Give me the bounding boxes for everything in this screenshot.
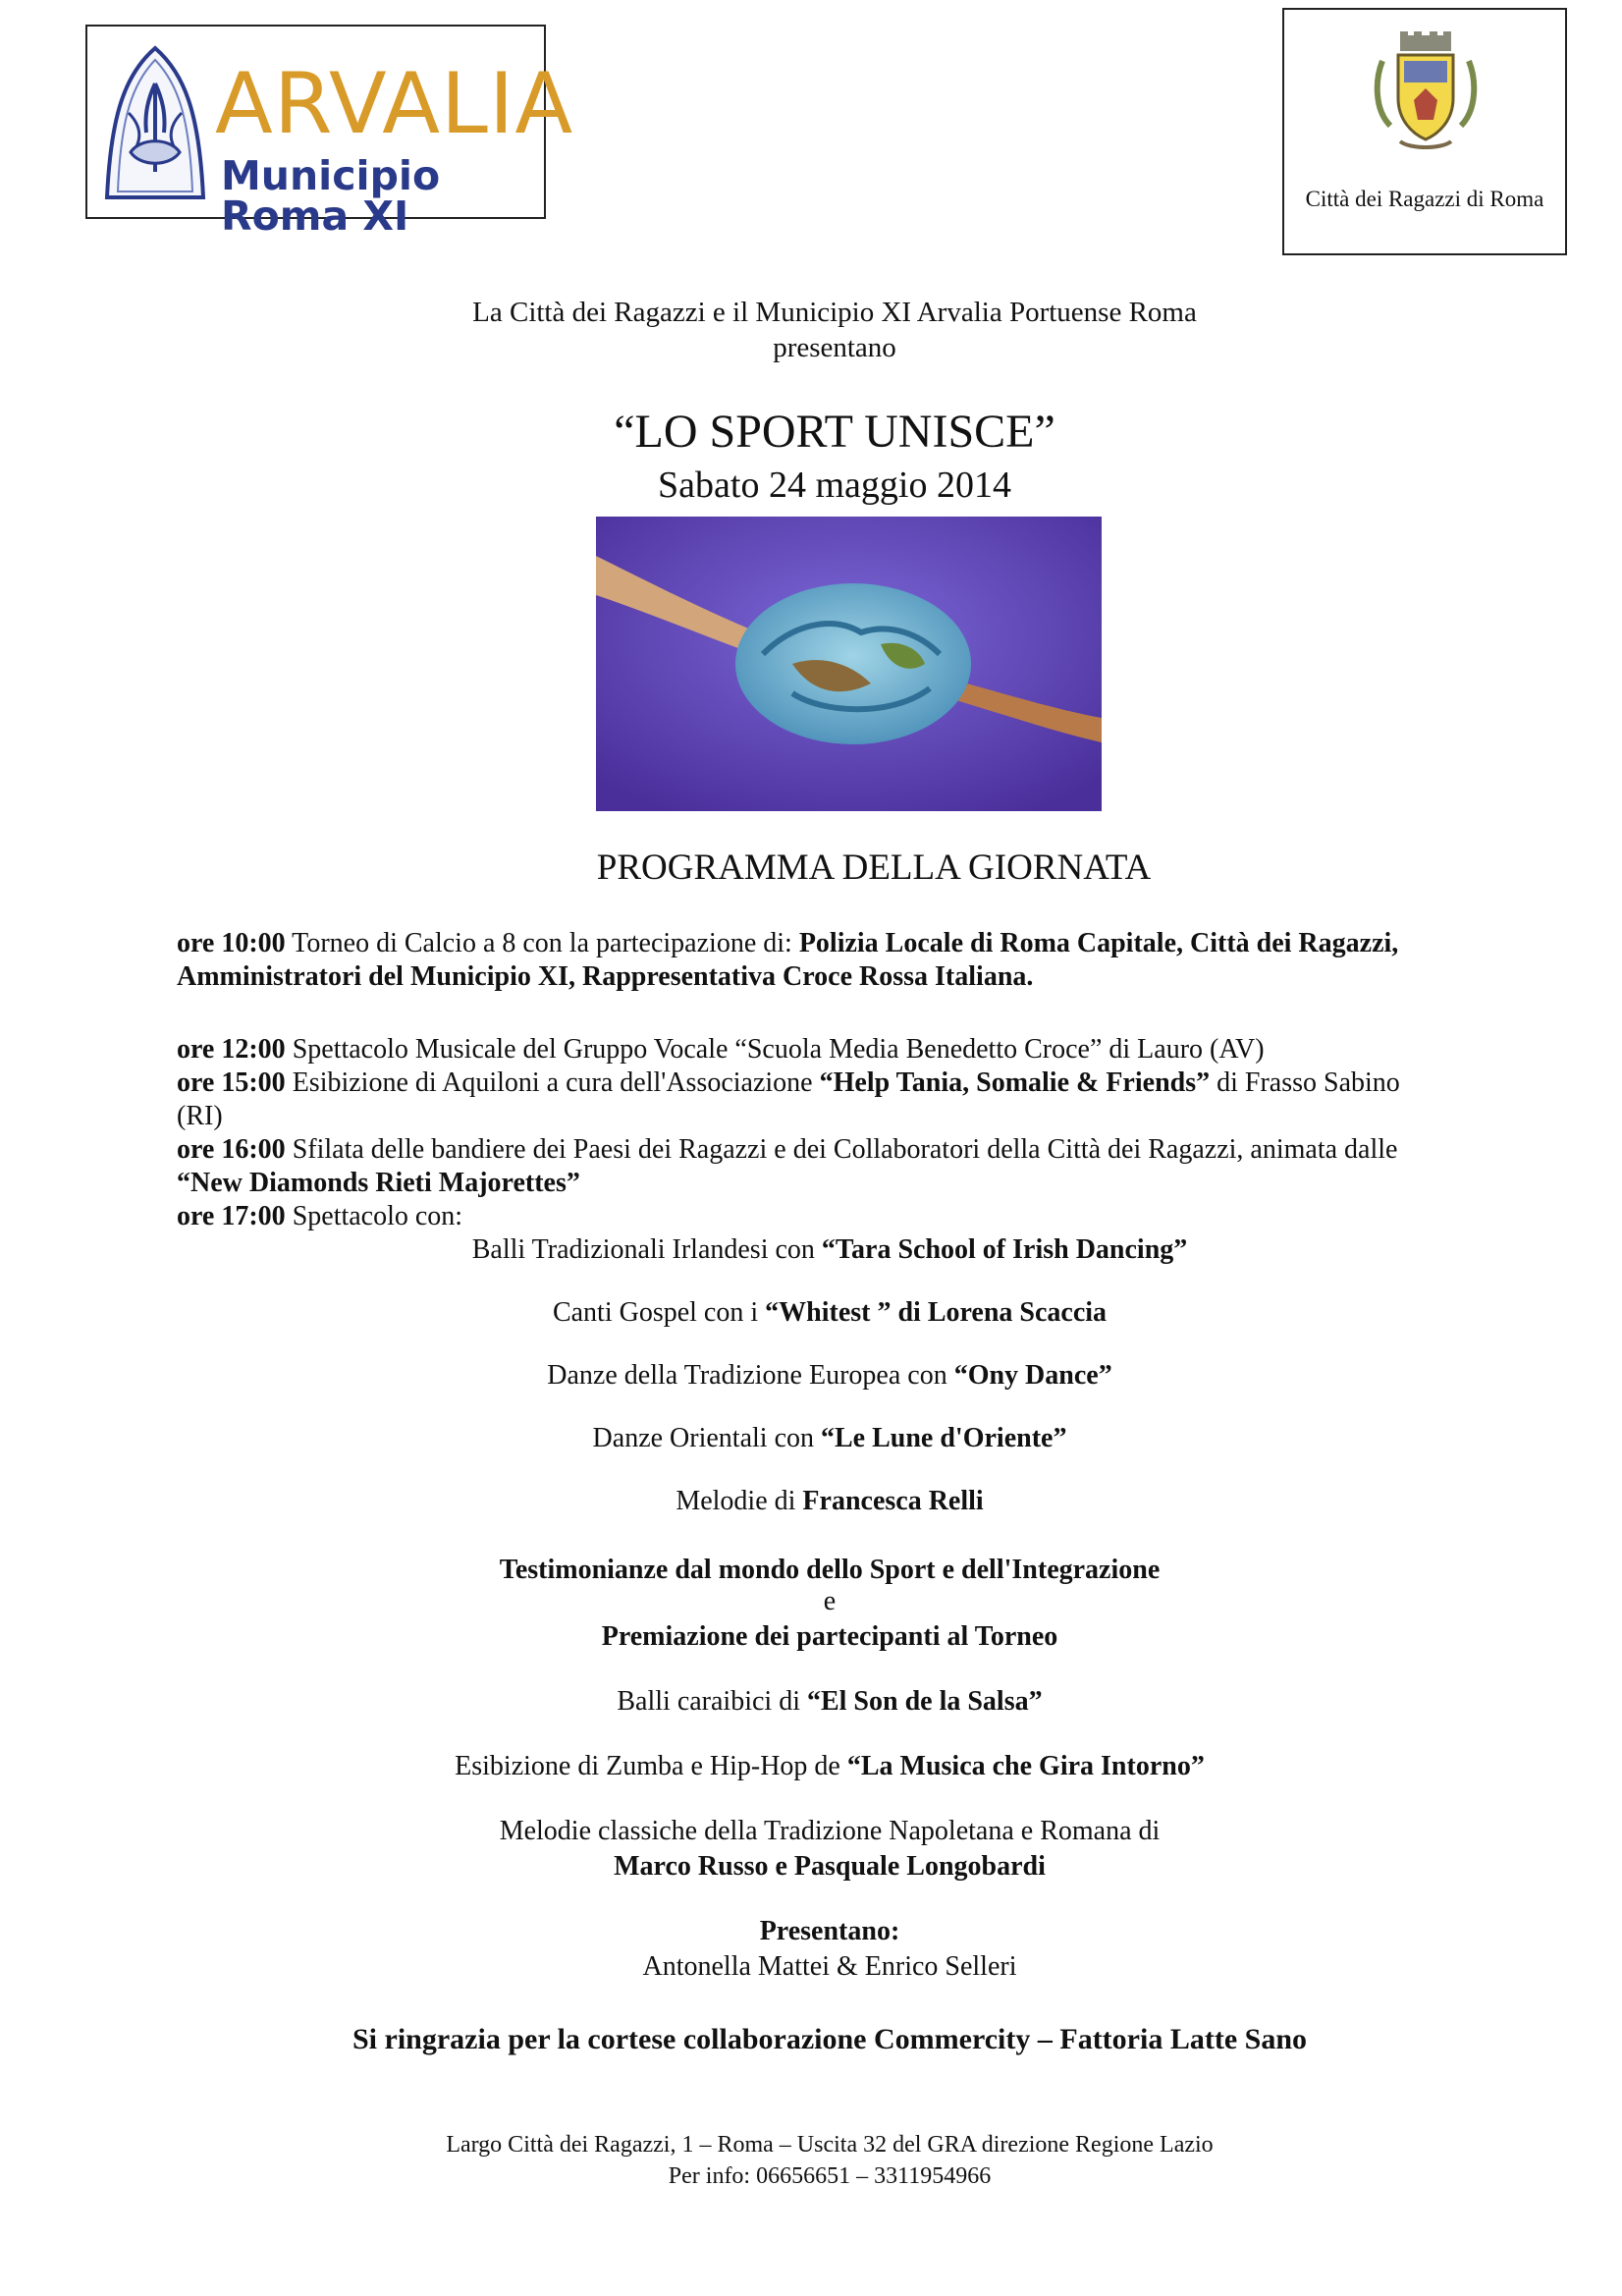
schedule-item-1500 — [177, 1066, 1532, 1133]
item-text-2: di Frasso Sabino — [1210, 1067, 1400, 1098]
arvalia-logo — [85, 25, 574, 240]
item-text: Spettacolo Musicale del Gruppo Vocale “Scuola Media Benedetto Croce” di Lauro (AV) — [285, 1034, 1265, 1065]
show-line-1 — [0, 1233, 1622, 1267]
show-line-6: Testimonianze dal mondo dello Sport e dell'Integrazione — [499, 1555, 1161, 1585]
item-bold: Polizia Locale di Roma Capitale, Città dei Ragazzi, — [798, 928, 1399, 958]
item-text: Spettacolo con: — [285, 1201, 463, 1231]
show-line-5 — [0, 1485, 1622, 1518]
arvalia-wordmark: ARVALIA — [215, 55, 574, 153]
show-line-9 — [0, 1750, 1622, 1783]
citta-caption: Città dei Ragazzi di Roma — [1305, 187, 1544, 211]
show-text: Danze della Tradizione Europea con — [547, 1360, 954, 1391]
time-1600: ore 16:00 — [177, 1134, 286, 1165]
item-text-cont: (RI) — [177, 1101, 223, 1131]
schedule-item-1700 — [177, 1200, 1532, 1233]
citta-ragazzi-logo — [1282, 8, 1567, 255]
show-line-4 — [0, 1422, 1622, 1455]
show-text: Melodie di — [676, 1486, 803, 1516]
show-bold: Francesca Relli — [802, 1486, 984, 1516]
item-bold-cont: Amministratori del Municipio XI, Rappresentativa Croce Rossa Italiana. — [177, 961, 1034, 992]
event-date: Sabato 24 maggio 2014 — [658, 465, 1011, 506]
show-bold: “La Musica che Gira Intorno” — [846, 1751, 1205, 1781]
schedule-item-1000 — [177, 927, 1532, 994]
thanks-line: Si ringrazia per la cortese collaborazione Commercity – Fattoria Latte Sano — [352, 2023, 1307, 2055]
show-text: Balli Tradizionali Irlandesi con — [471, 1234, 822, 1265]
arvalia-subtitle: Municipio Roma XI — [221, 152, 441, 240]
event-title: “LO SPORT UNISCE” — [614, 406, 1055, 458]
show-bold: “Tara School of Irish Dancing” — [821, 1234, 1188, 1265]
coat-of-arms-icon — [1371, 31, 1481, 155]
show-line-3 — [0, 1359, 1622, 1393]
presenters-names: Antonella Mattei & Enrico Selleri — [642, 1951, 1017, 1982]
show-bold: “Whitest ” di Lorena Scaccia — [765, 1297, 1108, 1328]
program-title: PROGRAMMA DELLA GIORNATA — [596, 847, 1152, 888]
show-line-7: Premiazione dei partecipanti al Torneo — [601, 1621, 1058, 1652]
intro-line-2: presentano — [773, 332, 896, 363]
item-bold: “Help Tania, Somalie & Friends” — [819, 1067, 1211, 1098]
arvalia-emblem-icon — [101, 44, 209, 201]
intro-line-1: La Città dei Ragazzi e il Municipio XI Arvalia Portuense Roma — [472, 297, 1197, 328]
show-bold: “Le Lune d'Oriente” — [821, 1423, 1067, 1453]
footer-address: Largo Città dei Ragazzi, 1 – Roma – Uscita 32 del GRA direzione Regione Lazio — [446, 2132, 1214, 2158]
time-1500: ore 15:00 — [177, 1067, 286, 1098]
item-text: Esibizione di Aquiloni a cura dell'Associazione — [285, 1067, 820, 1098]
schedule-item-1600 — [177, 1133, 1532, 1200]
show-text: Esibizione di Zumba e Hip-Hop de — [455, 1751, 847, 1781]
show-text: Canti Gospel con i — [552, 1297, 766, 1328]
time-1000: ore 10:00 — [177, 928, 286, 958]
show-line-8 — [0, 1685, 1622, 1719]
item-text: Sfilata delle bandiere dei Paesi dei Ragazzi e dei Collaboratori della Città dei Ragazzi, animata dalle — [285, 1134, 1398, 1165]
show-line-6-conj: e — [823, 1586, 837, 1616]
item-text: Torneo di Calcio a 8 con la partecipazione di: — [285, 928, 799, 958]
hands-globe-image — [596, 517, 1102, 811]
show-text: Danze Orientali con — [592, 1423, 821, 1453]
show-line-2 — [0, 1296, 1622, 1330]
item-bold: “New Diamonds Rieti Majorettes” — [177, 1168, 580, 1198]
schedule-item-1200 — [177, 1033, 1532, 1066]
show-bold: “El Son de la Salsa” — [806, 1686, 1043, 1717]
show-bold: “Ony Dance” — [953, 1360, 1112, 1391]
show-text: Balli caraibici di — [617, 1686, 807, 1717]
footer-info: Per info: 06656651 – 3311954966 — [668, 2163, 992, 2189]
presenters-label: Presentano: — [759, 1916, 900, 1946]
show-line-10-names: Marco Russo e Pasquale Longobardi — [614, 1851, 1046, 1882]
show-line-10: Melodie classiche della Tradizione Napoletana e Romana di — [499, 1816, 1161, 1846]
time-1700: ore 17:00 — [177, 1201, 286, 1231]
time-1200: ore 12:00 — [177, 1034, 286, 1065]
